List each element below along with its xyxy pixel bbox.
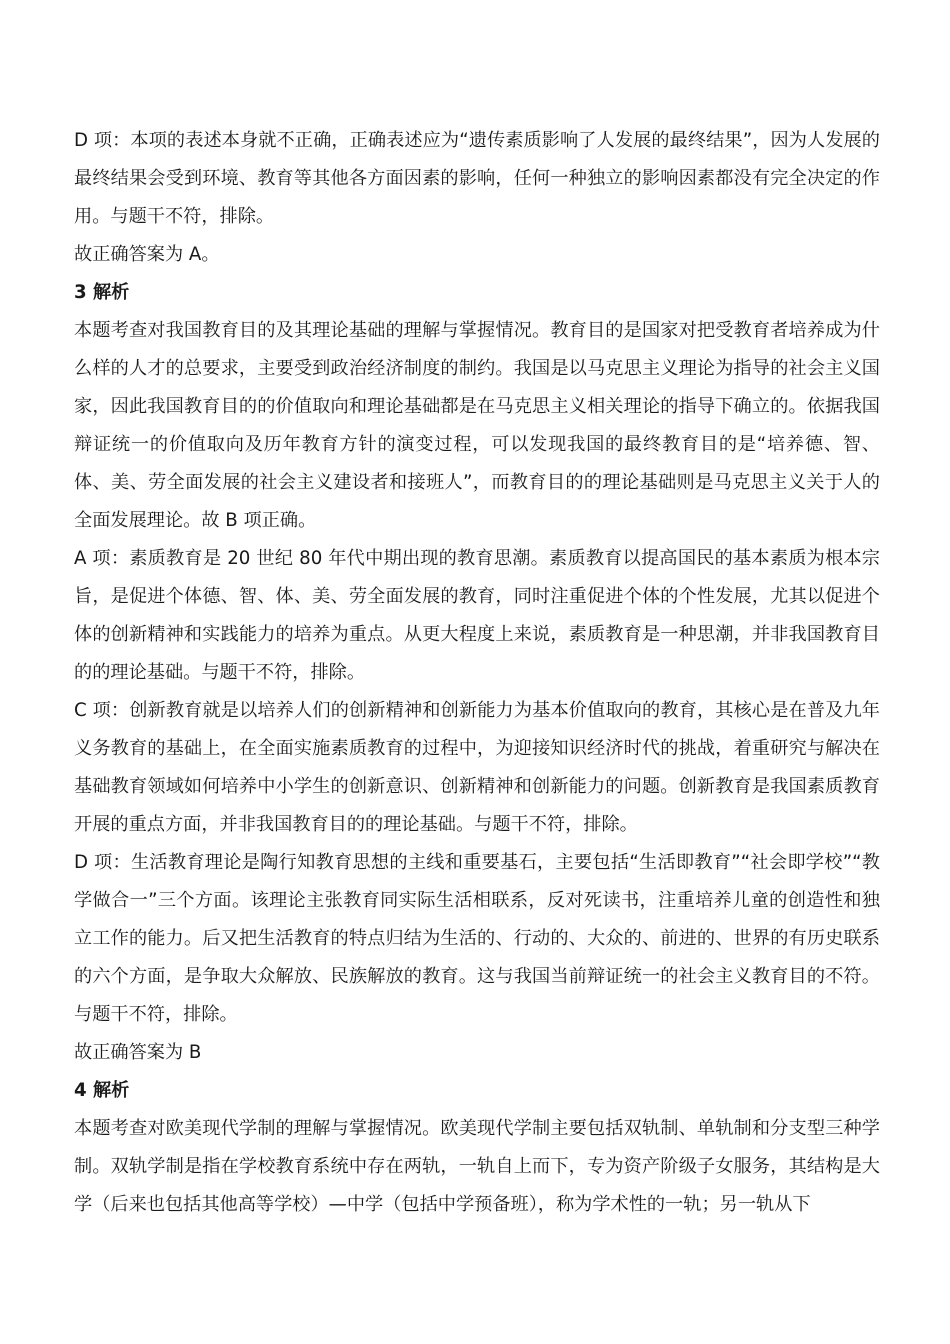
- document-page: [74, 122, 880, 1224]
- section-heading-3: 3 解析: [74, 282, 130, 303]
- paragraph-q4-intro: 本题考查对欧美现代学制的理解与掌握情况。欧美现代学制主要包括双轨制、单轨制和分支型三种学制。双轨学制是指在学校教育系统中存在两轨，一轨自上而下，专为资产阶级子女服务，其结构是大学（后来也包括其他高等学校）—中学（包括中学预备班），称为学术性的一轨；另一轨从下: [74, 1118, 880, 1215]
- paragraph-q3-option-d: D 项：生活教育理论是陶行知教育思想的主线和重要基石，主要包括“生活即教育”“社会即学校”“教学做合一”三个方面。该理论主张教育同实际生活相联系，反对死读书，注重培养儿童的创造性和独立工作的能力。后又把生活教育的特点归结为生活的、行动的、大众的、前进的、世界的有历史联系的六个方面，是争取大众解放、民族解放的教育。这与我国当前辩证统一的社会主义教育目的不符。与题干不符，排除。: [74, 852, 880, 1025]
- paragraph-q3-option-c: C 项：创新教育就是以培养人们的创新精神和创新能力为基本价值取向的教育，其核心是在普及九年义务教育的基础上，在全面实施素质教育的过程中，为迎接知识经济时代的挑战，着重研究与解决在基础教育领域如何培养中小学生的创新意识、创新精神和创新能力的问题。创新教育是我国素质教育开展的重点方面，并非我国教育目的的理论基础。与题干不符，排除。: [74, 700, 880, 835]
- paragraph-option-d-genetics: D 项：本项的表述本身就不正确，正确表述应为“遗传素质影响了人发展的最终结果”，因为人发展的最终结果会受到环境、教育等其他各方面因素的影响，任何一种独立的影响因素都没有完全决定的作用。与题干不符，排除。: [74, 130, 880, 227]
- answer-line-3: 故正确答案为 B: [74, 1042, 202, 1063]
- section-heading-4: 4 解析: [74, 1080, 130, 1101]
- paragraph-q3-option-a: A 项：素质教育是 20 世纪 80 年代中期出现的教育思潮。素质教育以提高国民的基本素质为根本宗旨，是促进个体德、智、体、美、劳全面发展的教育，同时注重促进个体的个性发展，尤其以促进个体的创新精神和实践能力的培养为重点。从更大程度上来说，素质教育是一种思潮，并非我国教育目的的理论基础。与题干不符，排除。: [74, 548, 880, 683]
- paragraph-q3-intro: 本题考查对我国教育目的及其理论基础的理解与掌握情况。教育目的是国家对把受教育者培养成为什么样的人才的总要求，主要受到政治经济制度的制约。我国是以马克思主义理论为指导的社会主义国家，因此我国教育目的的价值取向和理论基础都是在马克思主义相关理论的指导下确立的。依据我国辩证统一的价值取向及历年教育方针的演变过程，可以发现我国的最终教育目的是“培养德、智、体、美、劳全面发展的社会主义建设者和接班人”，而教育目的的理论基础则是马克思主义关于人的全面发展理论。故 B 项正确。: [74, 320, 880, 531]
- answer-line-2: 故正确答案为 A。: [74, 244, 220, 265]
